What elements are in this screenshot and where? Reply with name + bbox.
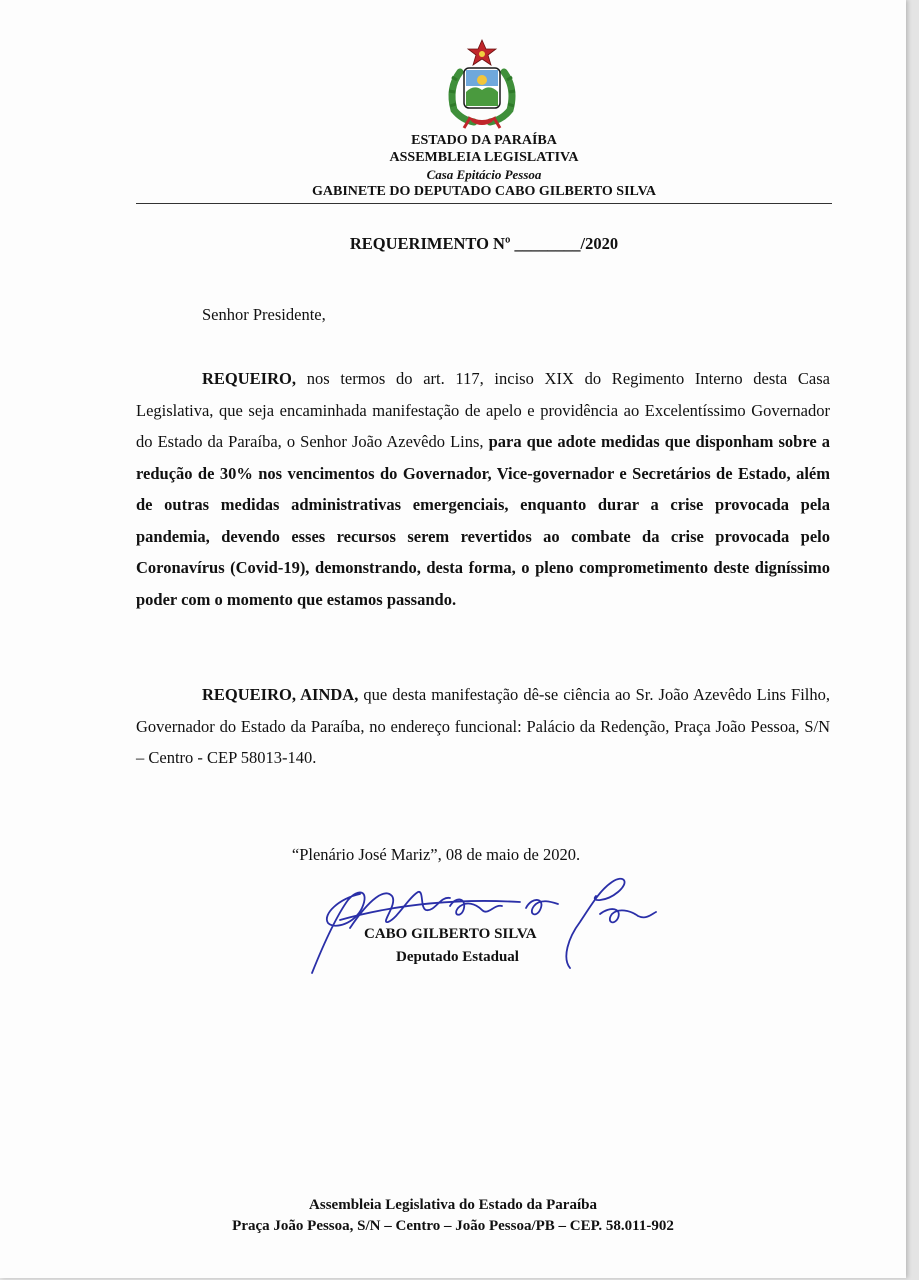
paragraph-request-lead: REQUEIRO,: [202, 369, 296, 388]
state-coat-of-arms-icon: [440, 38, 524, 130]
house-name: Casa Epitácio Pessoa: [426, 167, 542, 182]
letterhead: [136, 132, 832, 200]
document-title: REQUERIMENTO Nº ________/2020: [349, 234, 619, 253]
page-footer: [100, 1195, 806, 1237]
paragraph-request-bold: para que adote medidas que disponham sobre a redução de 30% nos vencimentos do Governador, Vice-governador e Secretários de Estado, além de outras medidas administrativas emergenciais, enquanto durar a crise provocada pela pandemia, devendo esses recursos serem revertidos ao combate da crise provocada pelo Coronavírus (Covid-19), demonstrando, desta forma, o pleno comprometimento deste digníssimo poder com o momento que estamos passando.: [136, 432, 830, 609]
state-name: ESTADO DA PARAÍBA: [411, 133, 557, 148]
office-name: GABINETE DO DEPUTADO CABO GILBERTO SILVA: [311, 184, 657, 199]
paragraph-additional-request: [136, 679, 830, 774]
footer-institution: Assembleia Legislativa do Estado da Paraíba: [309, 1197, 597, 1213]
signatory-role: Deputado Estadual: [396, 949, 519, 965]
paragraph-request-text: nos termos do art. 117, inciso XIX do Regimento Interno desta Casa Legislativa, que seja encaminhada manifestação de apelo e providência ao Excelentíssimo Governador do Estado da Paraíba, o Senhor João Azevêdo Lins,: [136, 369, 830, 451]
place-and-date: “Plenário José Mariz”, 08 de maio de 2020.: [291, 845, 581, 864]
assembly-name: ASSEMBLEIA LEGISLATIVA: [389, 150, 579, 165]
paragraph-additional-lead: REQUEIRO, AINDA,: [202, 685, 359, 704]
footer-address: Praça João Pessoa, S/N – Centro – João Pessoa/PB – CEP. 58.011-902: [232, 1218, 674, 1234]
paragraph-additional-text: que desta manifestação dê-se ciência ao Sr. João Azevêdo Lins Filho, Governador do Estado da Paraíba, no endereço funcional: Palácio da Redenção, Praça João Pessoa, S/N – Centro - CEP 58013-140.: [136, 685, 830, 767]
signatory-name: CABO GILBERTO SILVA: [364, 926, 537, 942]
salutation: Senhor Presidente,: [202, 305, 326, 324]
paragraph-request: [136, 363, 830, 615]
header-divider: [136, 203, 832, 204]
